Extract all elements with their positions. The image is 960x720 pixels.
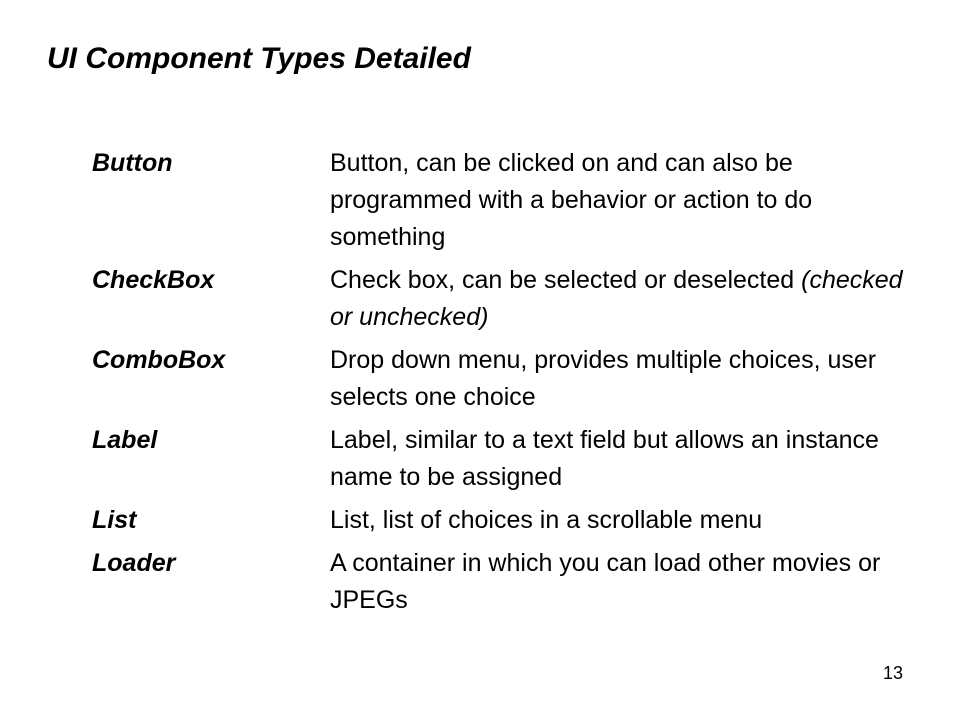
definition-row-checkbox bbox=[92, 262, 922, 336]
definition-combobox bbox=[330, 342, 910, 416]
definition-label bbox=[330, 422, 910, 496]
definition-text: List, list of choices in a scrollable menu bbox=[330, 506, 763, 534]
definition-button bbox=[330, 145, 910, 256]
component-definition-list bbox=[92, 145, 922, 625]
page-number: 13 bbox=[883, 663, 904, 683]
definition-row-button bbox=[92, 145, 922, 256]
definition-checkbox bbox=[330, 262, 910, 336]
definition-text: Label, similar to a text field but allows an instance name to be assigned bbox=[330, 426, 879, 491]
definition-row-combobox bbox=[92, 342, 922, 416]
term-list: List bbox=[92, 506, 137, 534]
definition-text: Drop down menu, provides multiple choices, user selects one choice bbox=[330, 346, 877, 411]
definition-text: A container in which you can load other movies or JPEGs bbox=[330, 549, 881, 614]
definition-text: Check box, can be selected or deselected bbox=[330, 266, 802, 294]
term-combobox: ComboBox bbox=[92, 346, 226, 374]
slide-title: UI Component Types Detailed bbox=[47, 42, 471, 75]
definition-row-label bbox=[92, 422, 922, 496]
definition-loader bbox=[330, 545, 910, 619]
term-label: Label bbox=[92, 426, 158, 454]
definition-emphasis: (checked or unchecked) bbox=[330, 266, 903, 331]
definition-text: Button, can be clicked on and can also be programmed with a behavior or action to do something bbox=[330, 149, 813, 251]
term-loader: Loader bbox=[92, 549, 176, 577]
term-checkbox: CheckBox bbox=[92, 266, 215, 294]
definition-list bbox=[330, 502, 910, 539]
definition-row-loader bbox=[92, 545, 922, 619]
definition-row-list bbox=[92, 502, 922, 539]
term-button: Button bbox=[92, 149, 173, 177]
